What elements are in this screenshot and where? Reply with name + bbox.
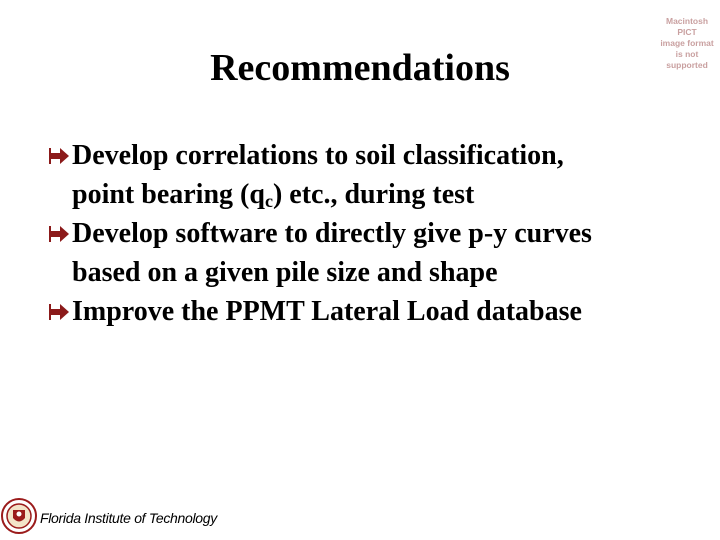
arrow-bullet-icon [48,147,70,165]
bullet-text-continuation: based on a given pile size and shape [72,257,498,288]
bullet-text-line: Improve the PPMT Lateral Load database [72,296,582,327]
slide-title: Recommendations [210,47,510,89]
bullet-text-part: ) etc., during test [272,179,475,210]
bullet-item [48,214,698,292]
notice-line-3: is not supported [666,49,708,70]
arrow-bullet-icon [48,225,70,243]
bullet-item [48,136,698,214]
arrow-bullet-icon [48,303,70,321]
notice-line-2: image format [660,38,714,48]
bullet-text-line: Develop software to directly give p-y curves [72,218,592,249]
unsupported-image-notice [658,16,716,71]
bullet-text-part: point bearing (q [72,179,265,210]
institution-name: Florida Institute of Technology [40,510,217,526]
bullet-text-line: Develop correlations to soil classification, [72,140,564,171]
subscript-c: c [264,191,273,211]
notice-line-1: Macintosh PICT [665,16,709,37]
bullet-text-continuation [72,175,698,214]
bullet-list [48,136,698,331]
bullet-item [48,292,698,331]
